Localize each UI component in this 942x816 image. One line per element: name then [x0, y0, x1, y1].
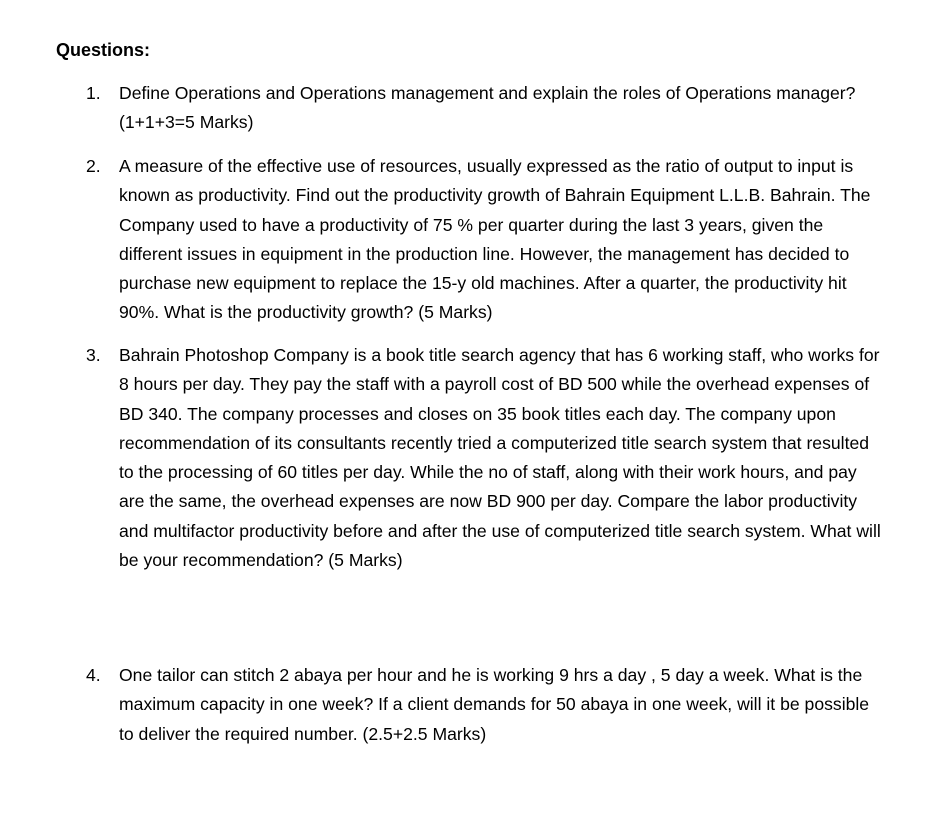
question-number: 1.: [86, 83, 101, 103]
question-text: Define Operations and Operations management and explain the roles of Operations manager? (1+1+3=5 Marks): [119, 83, 856, 133]
question-number: 2.: [86, 156, 101, 176]
question-text: A measure of the effective use of resources, usually expressed as the ratio of output to input is known as productivity. Find out the productivity growth of Bahrain Equipment L.L.B. Bahrain. The Company used to have a productivity of 75 % per quarter during the last 3 years, given the different issues in equipment in the production line. However, the management has decided to purchase new equipment to replace the 15-y old machines. After a quarter, the productivity hit 90%. What is the productivity growth? (5 Marks): [119, 156, 871, 323]
question-item-1: [86, 79, 886, 138]
questions-heading: Questions:: [56, 40, 151, 60]
question-text: Bahrain Photoshop Company is a book title search agency that has 6 working staff, who works for 8 hours per day. They pay the staff with a payroll cost of BD 500 while the overhead expenses of BD 340. The company processes and closes on 35 book titles each day. The company upon recommendation of its consultants recently tried a computerized title search system that resulted to the processing of 60 titles per day. While the no of staff, along with their work hours, and pay are the same, the overhead expenses are now BD 900 per day. Compare the labor productivity and multifactor productivity before and after the use of computerized title search system. What will be your recommendation? (5 Marks): [119, 345, 881, 571]
question-number: 3.: [86, 345, 101, 365]
question-item-3: [86, 341, 886, 575]
question-text: One tailor can stitch 2 abaya per hour and he is working 9 hrs a day , 5 day a week. What is the maximum capacity in one week? If a client demands for 50 abaya in one week, will it be possible to deliver the required number. (2.5+2.5 Marks): [119, 665, 870, 744]
question-item-4: [86, 661, 886, 749]
question-number: 4.: [86, 665, 101, 685]
question-item-2: [86, 152, 886, 328]
